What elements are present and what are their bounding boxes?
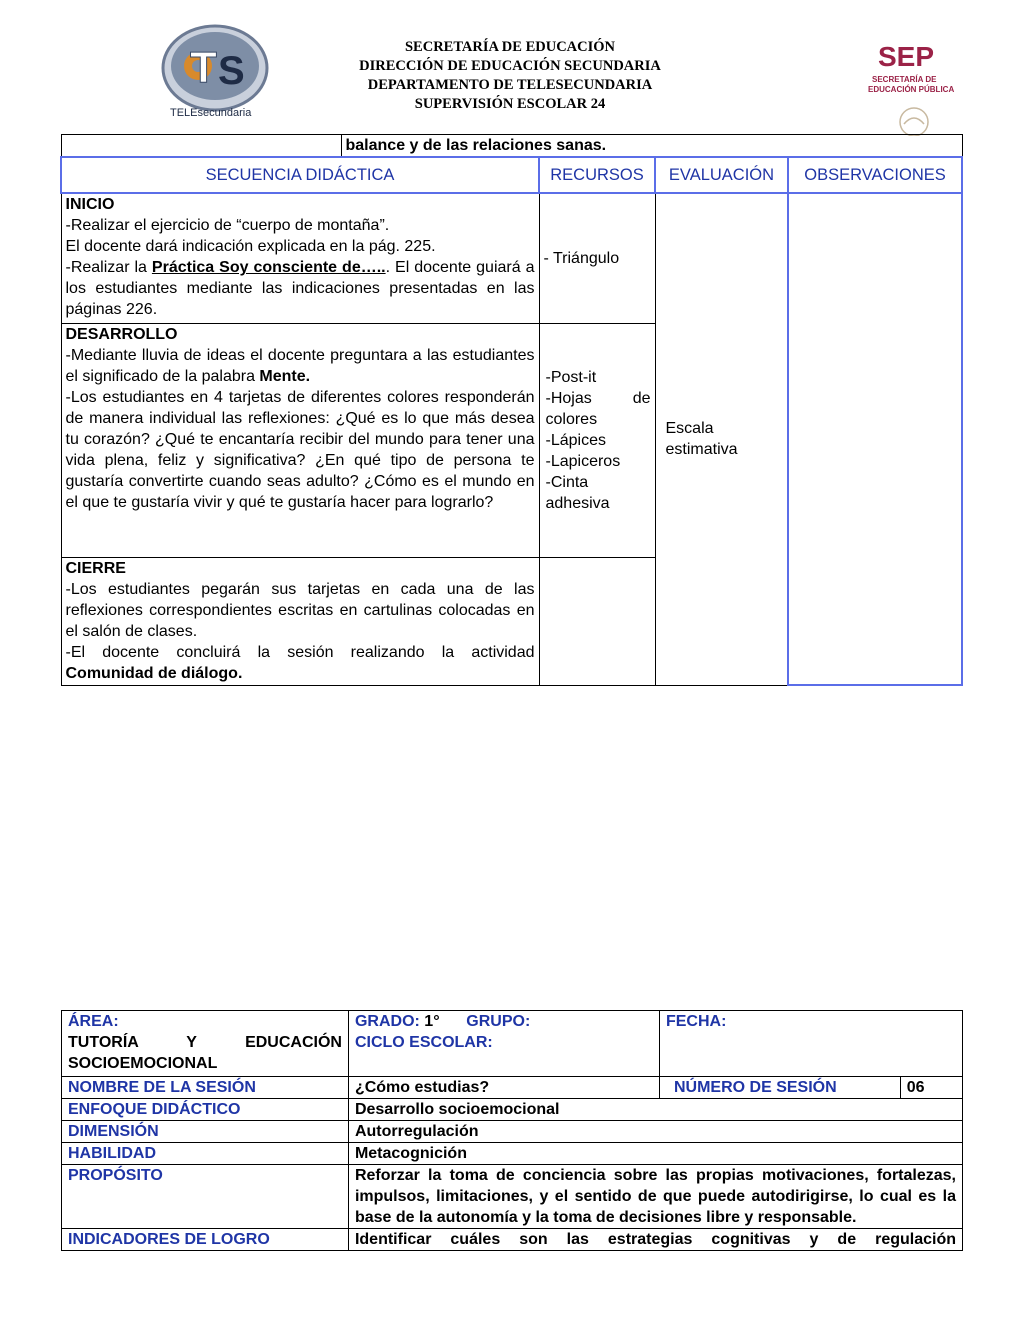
header-line: SECRETARÍA DE EDUCACIÓN [404, 39, 616, 55]
ciclo-label: CICLO ESCOLAR: [354, 1034, 493, 1051]
svg-text:S: S [218, 49, 245, 93]
cierre-text: -El docente concluirá la sesión realizando la actividad [65, 643, 535, 661]
header-line: DIRECCIÓN DE EDUCACIÓN SECUNDARIA [359, 58, 661, 74]
proposito-value: Reforzar la toma de conciencia sobre las propias motivaciones, fortalezas, impulsos, limitaciones, y el sentido de que puede autodirigirse, lo cual es la base de la autonomía y la toma de decisiones libre y responsable. [348, 1165, 962, 1229]
cierre-cell [61, 557, 539, 685]
session-table [61, 1010, 963, 1251]
habilidad-value: Metacognición [348, 1143, 962, 1165]
nombre-value: ¿Cómo estudias? [348, 1077, 659, 1099]
top-row-text: balance y de las relaciones sanas. [341, 135, 962, 158]
svg-text:SECRETARÍA DE: SECRETARÍA DE [872, 75, 937, 84]
inicio-text: . El docente guiará a los estudiantes mediante las indicaciones presentadas en las páginas 226. [65, 259, 535, 318]
header-recursos: RECURSOS [539, 157, 655, 193]
svg-text:T: T [190, 43, 217, 92]
indicadores-label: INDICADORES DE LOGRO [62, 1229, 349, 1251]
grupo-label: GRUPO: [466, 1013, 531, 1030]
habilidad-label: HABILIDAD [62, 1143, 349, 1165]
telesecundaria-logo [160, 22, 270, 122]
header-title [320, 38, 700, 114]
grado-cell [348, 1011, 659, 1077]
inicio-line: El docente dará indicación explicada en la pág. 225. [65, 238, 436, 255]
numero-value: 06 [900, 1077, 962, 1099]
header-observaciones: OBSERVACIONES [788, 157, 962, 193]
resource-item: -Hojas de colores [545, 389, 651, 428]
inicio-line: -Realizar el ejercicio de “cuerpo de montaña”. [65, 217, 390, 234]
inicio-cell [61, 193, 539, 323]
sequence-table [60, 134, 963, 686]
cierre-activity: Comunidad de diálogo. [65, 664, 243, 682]
inicio-text: -Realizar la [65, 259, 152, 276]
dimension-label: DIMENSIÓN [62, 1121, 349, 1143]
desarrollo-title: DESARROLLO [65, 325, 178, 343]
nombre-label: NOMBRE DE LA SESIÓN [62, 1077, 349, 1099]
desarrollo-text: -Mediante lluvia de ideas el docente preguntara a las estudiantes el significado de la palabra [65, 346, 535, 385]
svg-text:TELEsecundaria: TELEsecundaria [170, 107, 252, 119]
area-label: ÁREA: [68, 1013, 119, 1030]
resource-item: -Lapiceros [545, 452, 621, 470]
enfoque-value: Desarrollo socioemocional [348, 1099, 962, 1121]
resource-item: -Post-it [545, 368, 597, 386]
enfoque-label: ENFOQUE DIDÁCTICO [62, 1099, 349, 1121]
grado-value: 1° [424, 1013, 440, 1030]
evaluation-cell: Escala estimativa [655, 193, 788, 685]
top-row-empty-cell [61, 135, 341, 158]
dimension-value: Autorregulación [348, 1121, 962, 1143]
svg-text:EDUCACIÓN PÚBLICA: EDUCACIÓN PÚBLICA [868, 85, 955, 94]
inicio-title: INICIO [65, 196, 115, 213]
resource-item: -Cinta adhesiva [545, 473, 610, 512]
desarrollo-cell [61, 323, 539, 557]
numero-label: NÚMERO DE SESIÓN [659, 1077, 900, 1099]
resource-item: -Lápices [545, 431, 606, 449]
fecha-label: FECHA: [659, 1011, 962, 1077]
indicadores-value: Identificar cuáles son las estrategias cognitivas y de regulación [348, 1229, 962, 1251]
inicio-practice-title: Práctica Soy consciente de….. [151, 259, 386, 276]
observations-cell [788, 193, 962, 685]
header-line: DEPARTAMENTO DE TELESECUNDARIA [367, 77, 653, 93]
proposito-label: PROPÓSITO [62, 1165, 349, 1229]
header-line: SUPERVISIÓN ESCOLAR 24 [414, 96, 606, 112]
inicio-resources: - Triángulo [539, 193, 655, 323]
desarrollo-text: -Los estudiantes en 4 tarjetas de diferentes colores responderán de manera individual las reflexiones: ¿Qué es lo que más desea tu corazón? ¿Qué te encantaría recibir del mundo para tener una vida plena, feliz y significativa? ¿En qué tipo de persona te gustaría convertirte cuando seas adulto? ¿Cómo es el mundo en el que te gustaría vivir y qué te gustaría hacer para lograrlo? [65, 388, 535, 511]
svg-text:SEP: SEP [878, 41, 935, 72]
desarrollo-keyword: Mente. [259, 367, 311, 385]
cierre-text: -Los estudiantes pegarán sus tarjetas en cada una de las reflexiones correspondientes escritas en cartulinas colocadas en el salón de clases. [65, 580, 535, 640]
header-secuencia: SECUENCIA DIDÁCTICA [61, 157, 539, 193]
sep-logo [864, 40, 960, 136]
header-evaluacion: EVALUACIÓN [655, 157, 788, 193]
area-cell [62, 1011, 349, 1077]
grado-label: GRADO: [354, 1013, 420, 1030]
cierre-resources [539, 557, 655, 685]
area-value: TUTORÍA Y EDUCACIÓN SOCIOEMOCIONAL [68, 1034, 342, 1072]
desarrollo-resources [539, 323, 655, 557]
cierre-title: CIERRE [65, 559, 126, 577]
